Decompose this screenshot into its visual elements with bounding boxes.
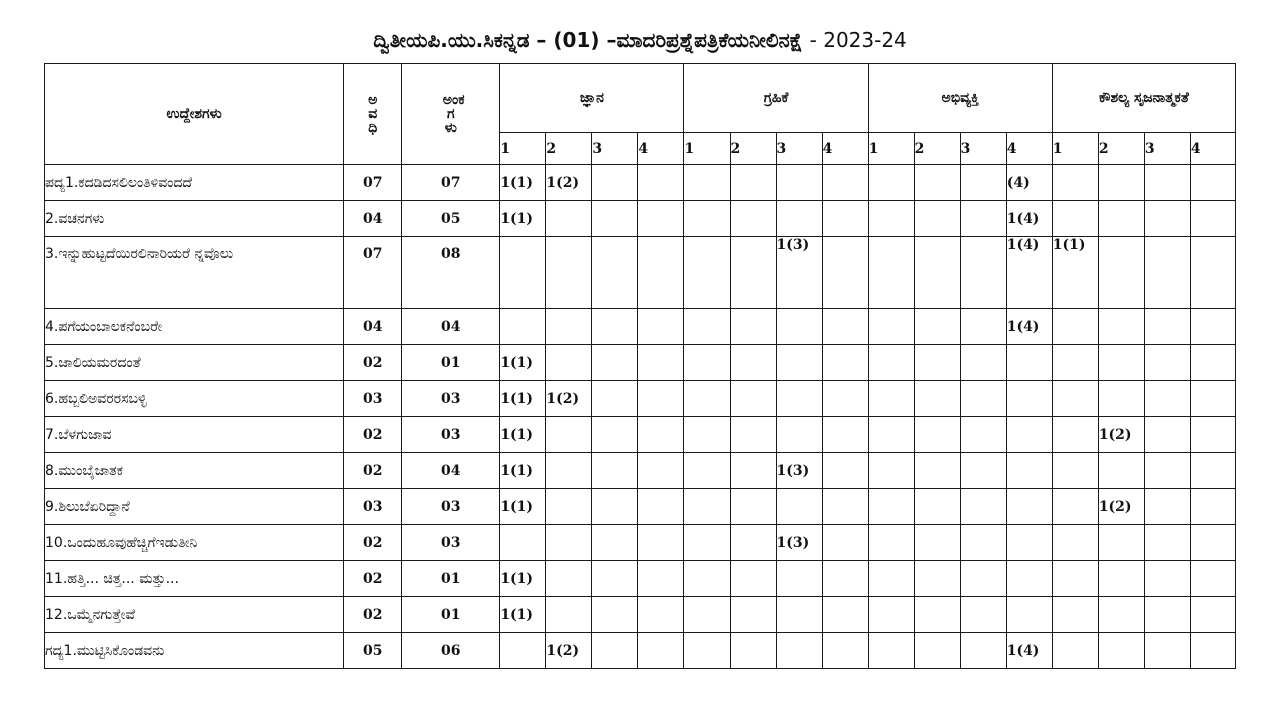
mark-cell	[822, 381, 868, 417]
mark-cell	[1144, 165, 1190, 201]
marks-cell: 04	[402, 309, 500, 345]
mark-cell	[1190, 309, 1235, 345]
marks-cell: 01	[402, 597, 500, 633]
mark-cell	[960, 309, 1006, 345]
mark-cell	[776, 309, 822, 345]
mark-cell	[638, 525, 684, 561]
mark-cell	[960, 417, 1006, 453]
lesson-name-cell: 8.ಮುಂಬೈಜಾತಕ	[45, 453, 344, 489]
mark-cell	[684, 201, 730, 237]
mark-cell	[914, 165, 960, 201]
objectives-header: ಉದ್ದೇಶಗಳು	[45, 64, 344, 165]
mark-cell	[1098, 345, 1144, 381]
mark-cell	[684, 489, 730, 525]
group-header-skill-creativity: ಕೌಶಲ್ಯ ಸೃಜನಾತ್ಮಕತೆ	[1052, 64, 1235, 133]
periods-cell: 02	[344, 345, 402, 381]
mark-cell	[822, 417, 868, 453]
mark-cell	[1144, 237, 1190, 309]
mark-cell	[546, 417, 592, 453]
mark-cell	[1190, 237, 1235, 309]
mark-cell	[546, 237, 592, 309]
lesson-name-cell: 4.ಪಗೆಯಂಬಾಲಕನೆಂಬರೇ	[45, 309, 344, 345]
mark-cell	[914, 381, 960, 417]
title-text: ದ್ವಿತೀಯಪಿ.ಯು.ಸಿಕನ್ನಡ – (01) –ಮಾದರಿಪ್ರಶ್ನೆಪತ್ರಿಕೆಯನೀಲಿನಕ್ಷೆ	[373, 28, 803, 52]
mark-cell	[592, 309, 638, 345]
mark-cell	[1098, 597, 1144, 633]
mark-cell	[776, 561, 822, 597]
mark-cell	[638, 381, 684, 417]
mark-cell	[1052, 345, 1098, 381]
mark-cell	[1144, 201, 1190, 237]
periods-cell: 07	[344, 165, 402, 201]
mark-cell	[960, 201, 1006, 237]
table-row	[45, 489, 1236, 525]
mark-cell	[1144, 381, 1190, 417]
mark-cell	[868, 381, 914, 417]
mark-cell	[546, 453, 592, 489]
mark-cell	[914, 201, 960, 237]
mark-cell	[1006, 381, 1052, 417]
periods-cell: 02	[344, 525, 402, 561]
lesson-name-cell: 7.ಬೆಳಗುಜಾವ	[45, 417, 344, 453]
periods-cell: 02	[344, 453, 402, 489]
mark-cell	[638, 453, 684, 489]
mark-cell	[914, 417, 960, 453]
mark-cell	[1052, 417, 1098, 453]
mark-cell	[1052, 489, 1098, 525]
mark-cell	[684, 417, 730, 453]
mark-cell	[638, 561, 684, 597]
mark-cell	[1006, 489, 1052, 525]
mark-cell	[914, 525, 960, 561]
table-body	[45, 165, 1236, 669]
mark-cell	[1144, 597, 1190, 633]
mark-cell	[1144, 453, 1190, 489]
mark-cell	[1190, 165, 1235, 201]
mark-cell	[960, 381, 1006, 417]
mark-cell	[684, 633, 730, 669]
mark-cell	[684, 309, 730, 345]
sub-number-cell: 3	[1144, 133, 1190, 165]
table-row	[45, 453, 1236, 489]
mark-cell	[822, 633, 868, 669]
lesson-name-cell: 5.ಜಾಲಿಯಮರದಂತೆ	[45, 345, 344, 381]
mark-cell	[638, 237, 684, 309]
mark-cell	[868, 597, 914, 633]
periods-cell: 02	[344, 561, 402, 597]
periods-cell: 04	[344, 201, 402, 237]
table-row	[45, 345, 1236, 381]
mark-cell: 1(1)	[1052, 237, 1098, 309]
mark-cell	[914, 489, 960, 525]
mark-cell	[638, 201, 684, 237]
mark-cell	[1098, 165, 1144, 201]
mark-cell	[730, 525, 776, 561]
mark-cell	[1098, 633, 1144, 669]
mark-cell	[1190, 417, 1235, 453]
marks-cell: 03	[402, 381, 500, 417]
sub-number-cell: 2	[1098, 133, 1144, 165]
sub-number-cell: 3	[776, 133, 822, 165]
mark-cell	[546, 309, 592, 345]
mark-cell	[822, 345, 868, 381]
marks-cell: 07	[402, 165, 500, 201]
mark-cell	[730, 381, 776, 417]
group-header-expression: ಅಭಿವ್ಯಕ್ತಿ	[868, 64, 1052, 133]
mark-cell	[546, 345, 592, 381]
sub-number-cell: 2	[914, 133, 960, 165]
lesson-name-cell: 10.ಒಂದುಹೂವುಹೆಚ್ಚಿಗೆಇಡುತೀನಿ	[45, 525, 344, 561]
mark-cell	[914, 453, 960, 489]
marks-cell: 03	[402, 417, 500, 453]
mark-cell: 1(3)	[776, 237, 822, 309]
table-header	[45, 64, 1236, 165]
mark-cell	[1144, 309, 1190, 345]
mark-cell	[592, 237, 638, 309]
mark-cell	[1190, 597, 1235, 633]
mark-cell	[730, 633, 776, 669]
mark-cell	[960, 345, 1006, 381]
mark-cell	[914, 237, 960, 309]
mark-cell	[592, 165, 638, 201]
mark-cell	[684, 453, 730, 489]
mark-cell	[638, 417, 684, 453]
sub-number-cell: 1	[684, 133, 730, 165]
mark-cell	[500, 237, 546, 309]
mark-cell	[1190, 525, 1235, 561]
sub-number-cell: 3	[592, 133, 638, 165]
sub-number-cell: 1	[868, 133, 914, 165]
periods-cell: 02	[344, 597, 402, 633]
group-header-knowledge: ಜ್ಞಾನ	[500, 64, 684, 133]
marks-cell: 03	[402, 525, 500, 561]
periods-cell: 07	[344, 237, 402, 309]
mark-cell	[592, 597, 638, 633]
mark-cell: 1(3)	[776, 453, 822, 489]
table-row	[45, 525, 1236, 561]
mark-cell	[868, 309, 914, 345]
mark-cell: 1(1)	[500, 345, 546, 381]
mark-cell	[1190, 201, 1235, 237]
mark-cell	[776, 489, 822, 525]
mark-cell	[1190, 489, 1235, 525]
marks-cell: 03	[402, 489, 500, 525]
table-row	[45, 309, 1236, 345]
marks-cell: 04	[402, 453, 500, 489]
mark-cell	[1098, 381, 1144, 417]
mark-cell	[1052, 633, 1098, 669]
mark-cell	[776, 165, 822, 201]
sub-number-cell: 4	[822, 133, 868, 165]
mark-cell: 1(1)	[500, 381, 546, 417]
mark-cell	[638, 633, 684, 669]
mark-cell	[730, 453, 776, 489]
mark-cell	[1098, 453, 1144, 489]
sub-number-cell: 1	[1052, 133, 1098, 165]
mark-cell	[776, 381, 822, 417]
mark-cell	[1144, 633, 1190, 669]
mark-cell: 1(1)	[500, 165, 546, 201]
table-row	[45, 165, 1236, 201]
mark-cell	[638, 165, 684, 201]
mark-cell	[960, 237, 1006, 309]
mark-cell	[960, 165, 1006, 201]
mark-cell	[684, 345, 730, 381]
mark-cell	[1006, 453, 1052, 489]
mark-cell	[546, 201, 592, 237]
mark-cell	[960, 561, 1006, 597]
mark-cell	[500, 633, 546, 669]
mark-cell	[592, 633, 638, 669]
mark-cell: 1(4)	[1006, 633, 1052, 669]
periods-cell: 04	[344, 309, 402, 345]
mark-cell	[1190, 345, 1235, 381]
mark-cell	[592, 201, 638, 237]
sub-number-cell: 4	[638, 133, 684, 165]
mark-cell	[684, 597, 730, 633]
mark-cell	[776, 633, 822, 669]
mark-cell	[1190, 633, 1235, 669]
sub-number-cell: 3	[960, 133, 1006, 165]
mark-cell	[868, 201, 914, 237]
mark-cell	[1190, 381, 1235, 417]
mark-cell	[1052, 525, 1098, 561]
mark-cell	[1190, 453, 1235, 489]
lesson-name-cell: 2.ವಚನಗಳು	[45, 201, 344, 237]
mark-cell	[730, 309, 776, 345]
mark-cell	[960, 597, 1006, 633]
mark-cell	[822, 489, 868, 525]
mark-cell	[730, 165, 776, 201]
mark-cell	[1006, 525, 1052, 561]
mark-cell: (4)	[1006, 165, 1052, 201]
sub-number-cell: 1	[500, 133, 546, 165]
mark-cell	[960, 453, 1006, 489]
lesson-name-cell: 11.ಹತ್ತಿ... ಚಿತ್ತ... ಮತ್ತು...	[45, 561, 344, 597]
mark-cell	[960, 525, 1006, 561]
mark-cell	[638, 597, 684, 633]
sub-number-cell: 2	[546, 133, 592, 165]
mark-cell	[1144, 417, 1190, 453]
mark-cell	[1144, 561, 1190, 597]
mark-cell: 1(2)	[546, 165, 592, 201]
mark-cell: 1(4)	[1006, 201, 1052, 237]
mark-cell	[1052, 309, 1098, 345]
mark-cell	[822, 201, 868, 237]
mark-cell	[868, 237, 914, 309]
mark-cell	[1052, 597, 1098, 633]
mark-cell	[592, 345, 638, 381]
mark-cell	[868, 633, 914, 669]
mark-cell: 1(2)	[1098, 417, 1144, 453]
periods-cell: 02	[344, 417, 402, 453]
mark-cell	[1006, 417, 1052, 453]
mark-cell	[592, 381, 638, 417]
mark-cell	[914, 633, 960, 669]
mark-cell	[1052, 381, 1098, 417]
mark-cell	[592, 417, 638, 453]
marks-cell: 08	[402, 237, 500, 309]
mark-cell	[868, 489, 914, 525]
mark-cell	[592, 489, 638, 525]
mark-cell	[730, 489, 776, 525]
table-row	[45, 237, 1236, 309]
title-year: - 2023-24	[809, 28, 907, 52]
mark-cell	[914, 597, 960, 633]
mark-cell	[1052, 165, 1098, 201]
mark-cell: 1(1)	[500, 453, 546, 489]
mark-cell	[1006, 561, 1052, 597]
mark-cell	[546, 489, 592, 525]
mark-cell	[822, 237, 868, 309]
mark-cell	[960, 489, 1006, 525]
blueprint-table	[44, 63, 1236, 669]
mark-cell	[1098, 201, 1144, 237]
mark-cell	[546, 561, 592, 597]
mark-cell	[776, 201, 822, 237]
mark-cell	[638, 345, 684, 381]
mark-cell	[730, 237, 776, 309]
mark-cell	[684, 237, 730, 309]
mark-cell	[868, 417, 914, 453]
lesson-name-cell: ಪದ್ಯ1.ಕದಡಿದಸಲಿಲಂತಿಳಿವಂದದೆ	[45, 165, 344, 201]
mark-cell	[1098, 237, 1144, 309]
mark-cell	[822, 309, 868, 345]
mark-cell: 1(1)	[500, 201, 546, 237]
mark-cell: 1(3)	[776, 525, 822, 561]
mark-cell: 1(2)	[546, 381, 592, 417]
sub-number-cell: 4	[1006, 133, 1052, 165]
mark-cell	[1144, 525, 1190, 561]
periods-cell: 03	[344, 381, 402, 417]
table-row	[45, 597, 1236, 633]
mark-cell	[730, 561, 776, 597]
marks-cell: 01	[402, 561, 500, 597]
mark-cell	[1006, 597, 1052, 633]
mark-cell	[868, 165, 914, 201]
lesson-name-cell: ಗದ್ಯ1.ಮುಟ್ಟಿಸಿಕೊಂಡವನು	[45, 633, 344, 669]
periods-cell: 03	[344, 489, 402, 525]
mark-cell	[868, 345, 914, 381]
mark-cell: 1(4)	[1006, 309, 1052, 345]
periods-header-text: ಅವಧಿ	[368, 92, 378, 136]
mark-cell: 1(4)	[1006, 237, 1052, 309]
mark-cell	[730, 201, 776, 237]
lesson-name-cell: 6.ಹಬ್ಬಲಿಅವರರಸಬಳ್ಳಿ	[45, 381, 344, 417]
mark-cell	[914, 345, 960, 381]
lesson-name-cell: 9.ಶಿಲುಬೆಏರಿದ್ದಾನೆ	[45, 489, 344, 525]
mark-cell	[684, 165, 730, 201]
group-header-comprehension: ಗ್ರಹಿಕೆ	[684, 64, 868, 133]
mark-cell	[1052, 453, 1098, 489]
sub-number-cell: 4	[1190, 133, 1235, 165]
mark-cell	[592, 525, 638, 561]
mark-cell	[500, 525, 546, 561]
mark-cell	[868, 561, 914, 597]
mark-cell	[684, 381, 730, 417]
table-row	[45, 633, 1236, 669]
mark-cell	[776, 597, 822, 633]
mark-cell: 1(1)	[500, 561, 546, 597]
sub-number-cell: 2	[730, 133, 776, 165]
mark-cell	[1190, 561, 1235, 597]
mark-cell	[776, 345, 822, 381]
table-row	[45, 561, 1236, 597]
mark-cell	[546, 597, 592, 633]
mark-cell	[1098, 561, 1144, 597]
periods-cell: 05	[344, 633, 402, 669]
lesson-name-cell: 3.ಇನ್ನುಹುಟ್ಟದೆಯಿರಲಿನಾರಿಯರೆ ನ್ನವೊಲು	[45, 237, 344, 309]
mark-cell	[1144, 345, 1190, 381]
mark-cell	[868, 453, 914, 489]
marks-cell: 06	[402, 633, 500, 669]
mark-cell	[822, 453, 868, 489]
mark-cell	[868, 525, 914, 561]
marks-header	[402, 64, 500, 165]
mark-cell	[1052, 201, 1098, 237]
marks-cell: 01	[402, 345, 500, 381]
mark-cell	[960, 633, 1006, 669]
mark-cell	[822, 165, 868, 201]
mark-cell: 1(2)	[546, 633, 592, 669]
mark-cell	[776, 417, 822, 453]
mark-cell	[914, 561, 960, 597]
table-row	[45, 417, 1236, 453]
mark-cell	[592, 561, 638, 597]
mark-cell	[1098, 309, 1144, 345]
mark-cell	[1006, 345, 1052, 381]
mark-cell	[592, 453, 638, 489]
mark-cell	[684, 561, 730, 597]
marks-header-text: ಅಂಕಗಳು	[442, 92, 465, 136]
mark-cell	[822, 561, 868, 597]
mark-cell: 1(2)	[1098, 489, 1144, 525]
mark-cell: 1(1)	[500, 597, 546, 633]
mark-cell	[638, 309, 684, 345]
mark-cell	[730, 417, 776, 453]
mark-cell	[730, 597, 776, 633]
mark-cell	[730, 345, 776, 381]
mark-cell	[914, 309, 960, 345]
mark-cell	[684, 525, 730, 561]
mark-cell	[822, 525, 868, 561]
mark-cell	[546, 525, 592, 561]
mark-cell: 1(1)	[500, 417, 546, 453]
lesson-name-cell: 12.ಒಮ್ಮೆನಗುತ್ತೇವೆ	[45, 597, 344, 633]
mark-cell	[638, 489, 684, 525]
mark-cell: 1(1)	[500, 489, 546, 525]
mark-cell	[1144, 489, 1190, 525]
mark-cell	[1052, 561, 1098, 597]
mark-cell	[500, 309, 546, 345]
periods-header	[344, 64, 402, 165]
page-title	[0, 28, 1280, 52]
table-row	[45, 381, 1236, 417]
mark-cell	[1098, 525, 1144, 561]
table-row	[45, 201, 1236, 237]
mark-cell	[822, 597, 868, 633]
marks-cell: 05	[402, 201, 500, 237]
